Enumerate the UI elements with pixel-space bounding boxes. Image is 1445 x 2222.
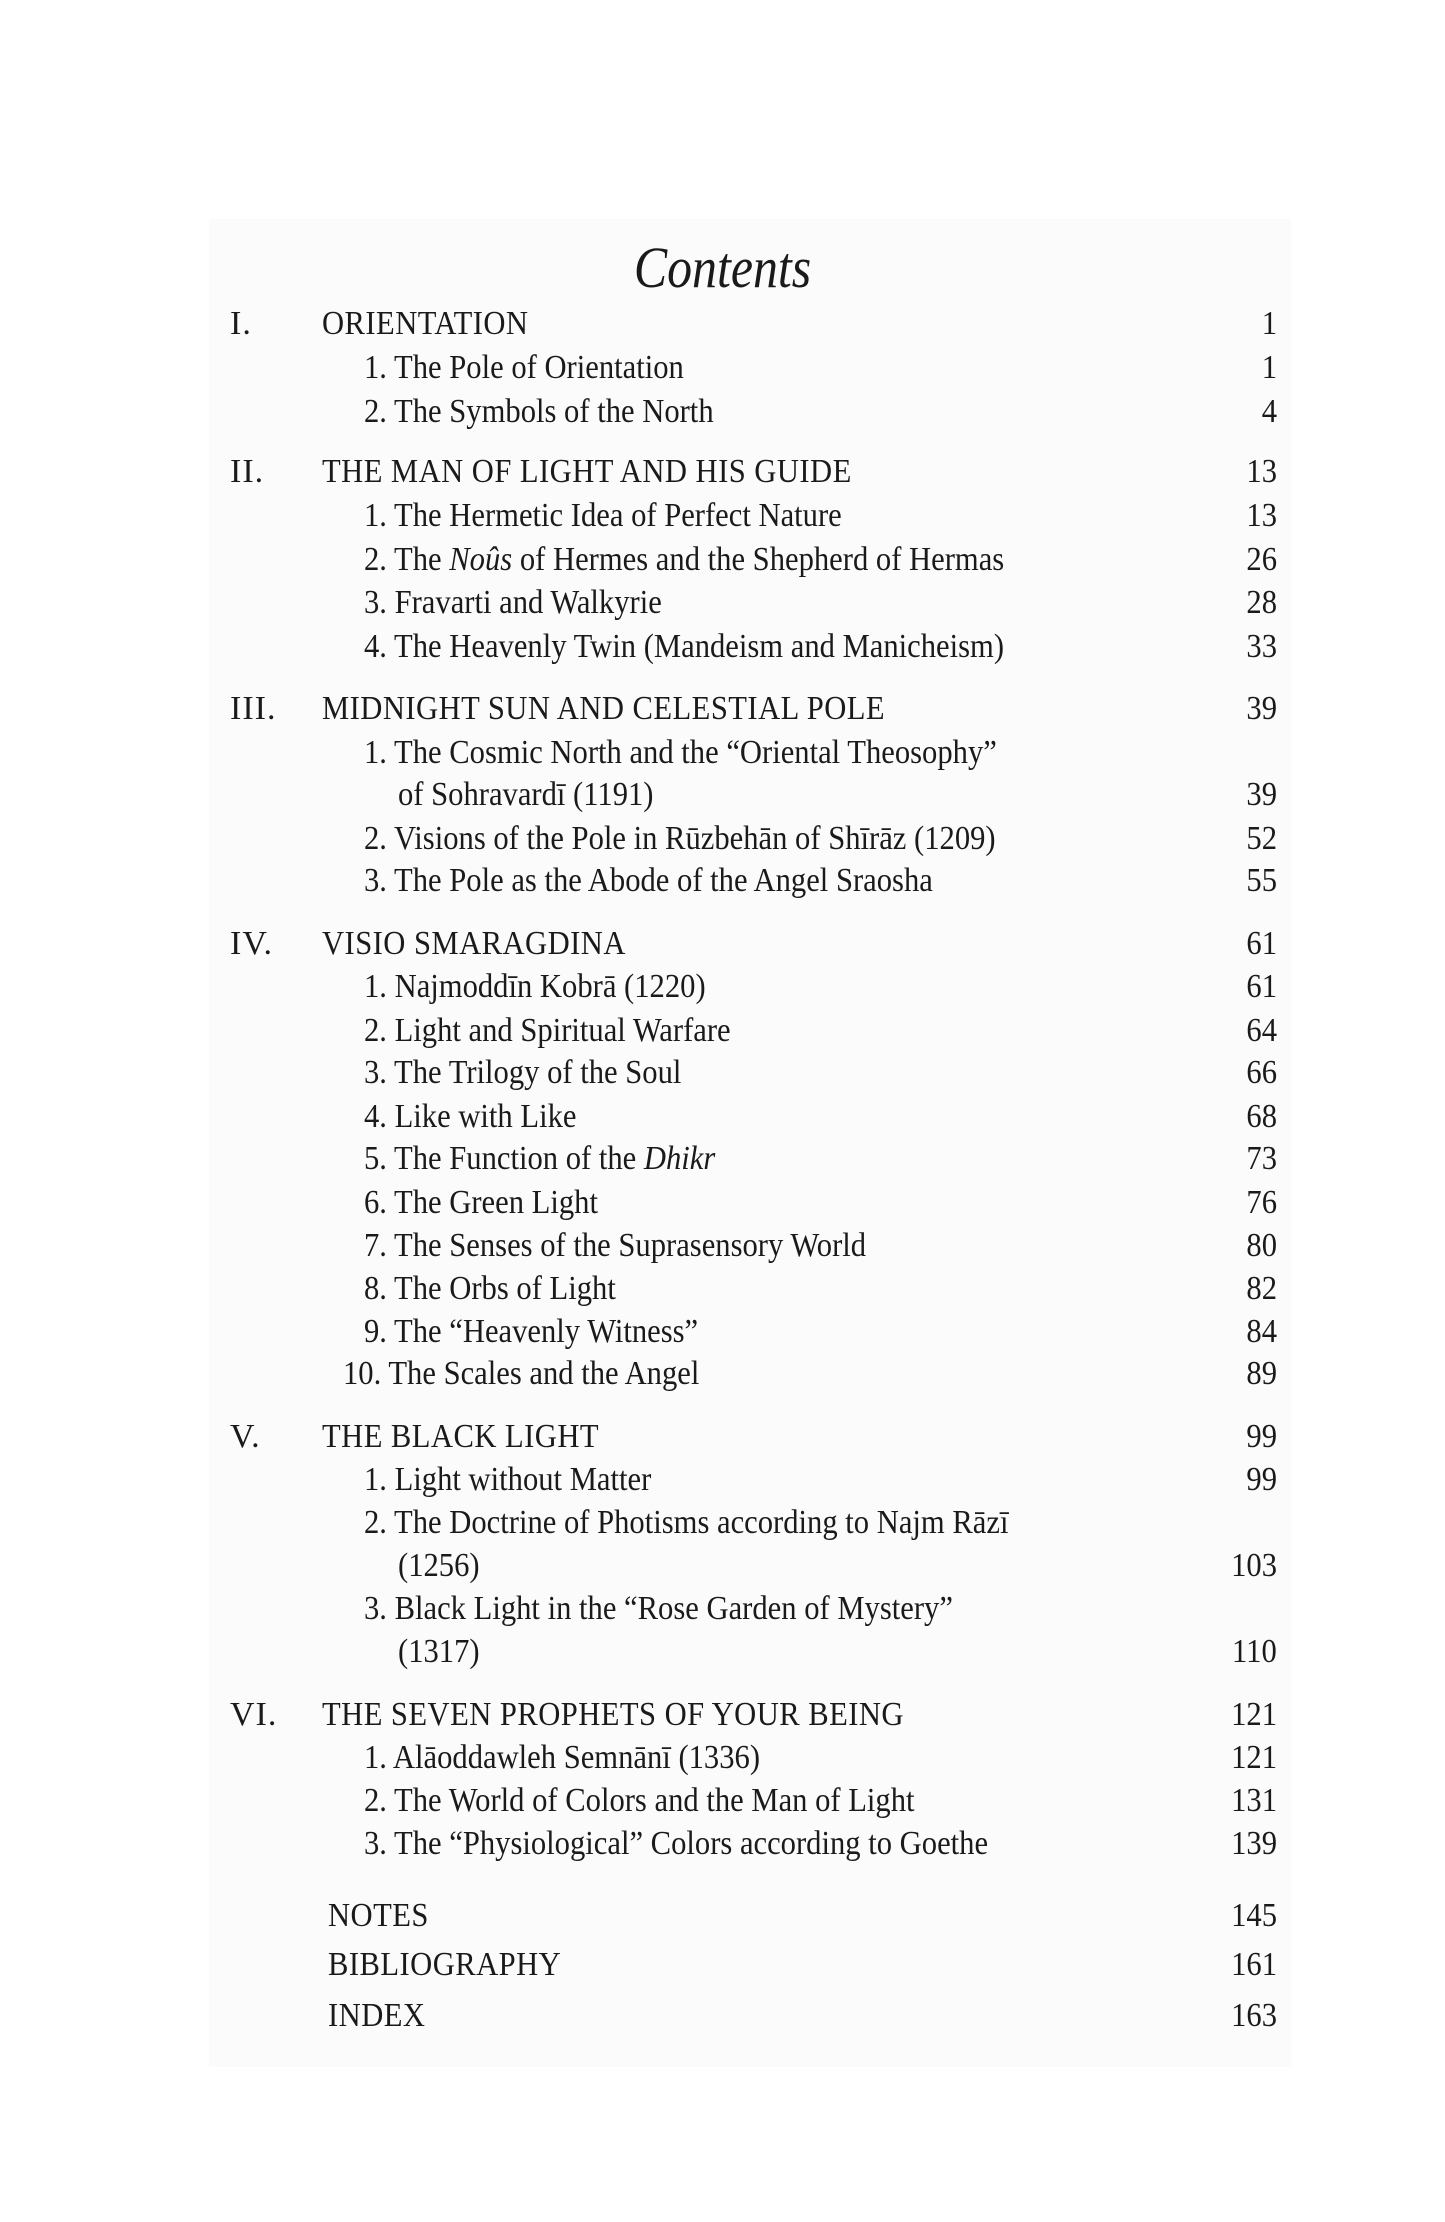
toc-section[interactable] <box>0 1137 1445 1180</box>
toc-section[interactable] <box>0 1779 1445 1822</box>
entry-title: THE MAN OF LIGHT AND HIS GUIDE <box>322 453 852 490</box>
entry-title: 4. Like with Like <box>364 1098 577 1135</box>
entry-title: 9. The “Heavenly Witness” <box>364 1313 699 1350</box>
entry-title: 1. The Pole of Orientation <box>364 349 684 386</box>
toc-section[interactable] <box>0 1224 1445 1267</box>
toc-section[interactable] <box>0 1458 1445 1501</box>
toc-backmatter[interactable] <box>0 1894 1445 1937</box>
page-number: 76 <box>1246 1184 1277 1221</box>
page-number: 4 <box>1261 393 1277 430</box>
chapter-numeral: VI. <box>230 1696 278 1733</box>
page-number: 89 <box>1246 1355 1277 1392</box>
toc-section[interactable] <box>0 1501 1445 1544</box>
entry-title: THE BLACK LIGHT <box>322 1418 600 1455</box>
page-number: 68 <box>1246 1098 1277 1135</box>
entry-title: 1. Najmoddīn Kobrā (1220) <box>364 968 706 1005</box>
chapter-numeral: IV. <box>230 925 273 962</box>
page-number: 52 <box>1246 820 1277 857</box>
toc-section[interactable] <box>0 1587 1445 1630</box>
toc-section[interactable] <box>0 625 1445 668</box>
toc-section[interactable] <box>0 1267 1445 1310</box>
toc-section[interactable] <box>0 731 1445 774</box>
toc-section[interactable] <box>0 538 1445 581</box>
toc-chapter[interactable] <box>0 302 1445 345</box>
page-number: 99 <box>1246 1418 1277 1455</box>
entry-title: 1. Light without Matter <box>364 1461 652 1498</box>
page-number: 84 <box>1246 1313 1277 1350</box>
page-number: 39 <box>1246 776 1277 813</box>
page-number: 66 <box>1246 1054 1277 1091</box>
toc-chapter[interactable] <box>0 1693 1445 1736</box>
toc-chapter[interactable] <box>0 1415 1445 1458</box>
entry-title: 10. The Scales and the Angel <box>343 1355 700 1392</box>
entry-title: MIDNIGHT SUN AND CELESTIAL POLE <box>322 690 886 727</box>
page-number: 73 <box>1246 1140 1277 1177</box>
chapter-numeral: V. <box>230 1418 261 1455</box>
entry-title: 3. Fravarti and Walkyrie <box>364 584 662 621</box>
toc-section[interactable] <box>0 1822 1445 1865</box>
toc-section[interactable] <box>0 1736 1445 1779</box>
entry-title: 3. The “Physiological” Colors according to Goethe <box>364 1825 989 1862</box>
toc-section[interactable] <box>0 965 1445 1008</box>
entry-title: 1. The Cosmic North and the “Oriental Theosophy” <box>364 734 997 771</box>
toc-section[interactable] <box>0 346 1445 389</box>
toc-section[interactable] <box>0 1095 1445 1138</box>
page-number: 13 <box>1246 453 1277 490</box>
entry-title: 2. Visions of the Pole in Rūzbehān of Shīrāz (1209) <box>364 820 996 857</box>
toc-section[interactable] <box>0 1051 1445 1094</box>
entry-title: 2. The World of Colors and the Man of Light <box>364 1782 915 1819</box>
page-number: 26 <box>1246 541 1277 578</box>
page-number: 121 <box>1231 1739 1277 1776</box>
entry-title: of Sohravardī (1191) <box>398 776 654 813</box>
page-number: 1 <box>1261 349 1277 386</box>
entry-title: (1317) <box>398 1633 480 1670</box>
chapter-numeral: I. <box>230 305 252 342</box>
toc-backmatter[interactable] <box>0 1943 1445 1986</box>
toc-section[interactable] <box>0 1310 1445 1353</box>
page-number: 110 <box>1232 1633 1277 1670</box>
page-number: 121 <box>1231 1696 1277 1733</box>
toc-chapter[interactable] <box>0 922 1445 965</box>
page-number: 82 <box>1246 1270 1277 1307</box>
page-number: 1 <box>1261 305 1277 342</box>
entry-title: 6. The Green Light <box>364 1184 598 1221</box>
entry-title: (1256) <box>398 1547 480 1584</box>
entry-title: 1. Alāoddawleh Semnānī (1336) <box>364 1739 761 1776</box>
toc-section[interactable] <box>0 817 1445 860</box>
toc-chapter[interactable] <box>0 450 1445 493</box>
page-number: 131 <box>1231 1782 1277 1819</box>
chapter-numeral: III. <box>230 690 277 727</box>
italic-term: Noûs <box>449 541 513 578</box>
page-number: 61 <box>1246 925 1277 962</box>
entry-title: 2. The Symbols of the North <box>364 393 714 430</box>
chapter-numeral: II. <box>230 453 265 490</box>
toc-section[interactable] <box>0 859 1445 902</box>
page-number: 103 <box>1231 1547 1277 1584</box>
page-number: 145 <box>1231 1897 1277 1934</box>
toc-backmatter[interactable] <box>0 1994 1445 2037</box>
page-number: 13 <box>1246 497 1277 534</box>
entry-title: INDEX <box>328 1997 426 2034</box>
entry-title: 3. Black Light in the “Rose Garden of Mystery” <box>364 1590 953 1627</box>
toc-section[interactable] <box>0 1352 1445 1395</box>
toc-section[interactable] <box>0 581 1445 624</box>
page-number: 55 <box>1246 862 1277 899</box>
page-number: 33 <box>1246 628 1277 665</box>
page-number: 64 <box>1246 1012 1277 1049</box>
entry-title: THE SEVEN PROPHETS OF YOUR BEING <box>322 1696 904 1733</box>
entry-title: NOTES <box>328 1897 429 1934</box>
page-number: 80 <box>1246 1227 1277 1264</box>
page-number: 163 <box>1231 1997 1277 2034</box>
page-title: Contents <box>633 235 812 300</box>
page-number: 39 <box>1246 690 1277 727</box>
entry-title: ORIENTATION <box>322 305 529 342</box>
toc-section[interactable] <box>0 390 1445 433</box>
entry-title: VISIO SMARAGDINA <box>322 925 626 962</box>
entry-title: 3. The Trilogy of the Soul <box>364 1054 682 1091</box>
entry-title: BIBLIOGRAPHY <box>328 1946 562 1983</box>
page-number: 61 <box>1246 968 1277 1005</box>
entry-title: 2. Light and Spiritual Warfare <box>364 1012 731 1049</box>
italic-term: Dhikr <box>643 1140 716 1177</box>
entry-title: 5. The Function of the Dhikr <box>364 1140 716 1177</box>
toc-section[interactable] <box>0 1544 1445 1587</box>
page-number: 28 <box>1246 584 1277 621</box>
toc-section[interactable] <box>0 1009 1445 1052</box>
entry-title: 1. The Hermetic Idea of Perfect Nature <box>364 497 842 534</box>
toc-chapter[interactable] <box>0 687 1445 730</box>
entry-title: 4. The Heavenly Twin (Mandeism and Manicheism) <box>364 628 1005 665</box>
page-number: 99 <box>1246 1461 1277 1498</box>
entry-title: 2. The Doctrine of Photisms according to Najm Rāzī <box>364 1504 1009 1541</box>
page-number: 161 <box>1231 1946 1277 1983</box>
toc-section[interactable] <box>0 494 1445 537</box>
entry-title: 8. The Orbs of Light <box>364 1270 616 1307</box>
page-number: 139 <box>1231 1825 1277 1862</box>
toc-section[interactable] <box>0 1630 1445 1673</box>
toc-section[interactable] <box>0 773 1445 816</box>
entry-title: 2. The Noûs of Hermes and the Shepherd of Hermas <box>364 541 1005 578</box>
entry-title: 3. The Pole as the Abode of the Angel Sraosha <box>364 862 933 899</box>
entry-title: 7. The Senses of the Suprasensory World <box>364 1227 867 1264</box>
toc-section[interactable] <box>0 1181 1445 1224</box>
